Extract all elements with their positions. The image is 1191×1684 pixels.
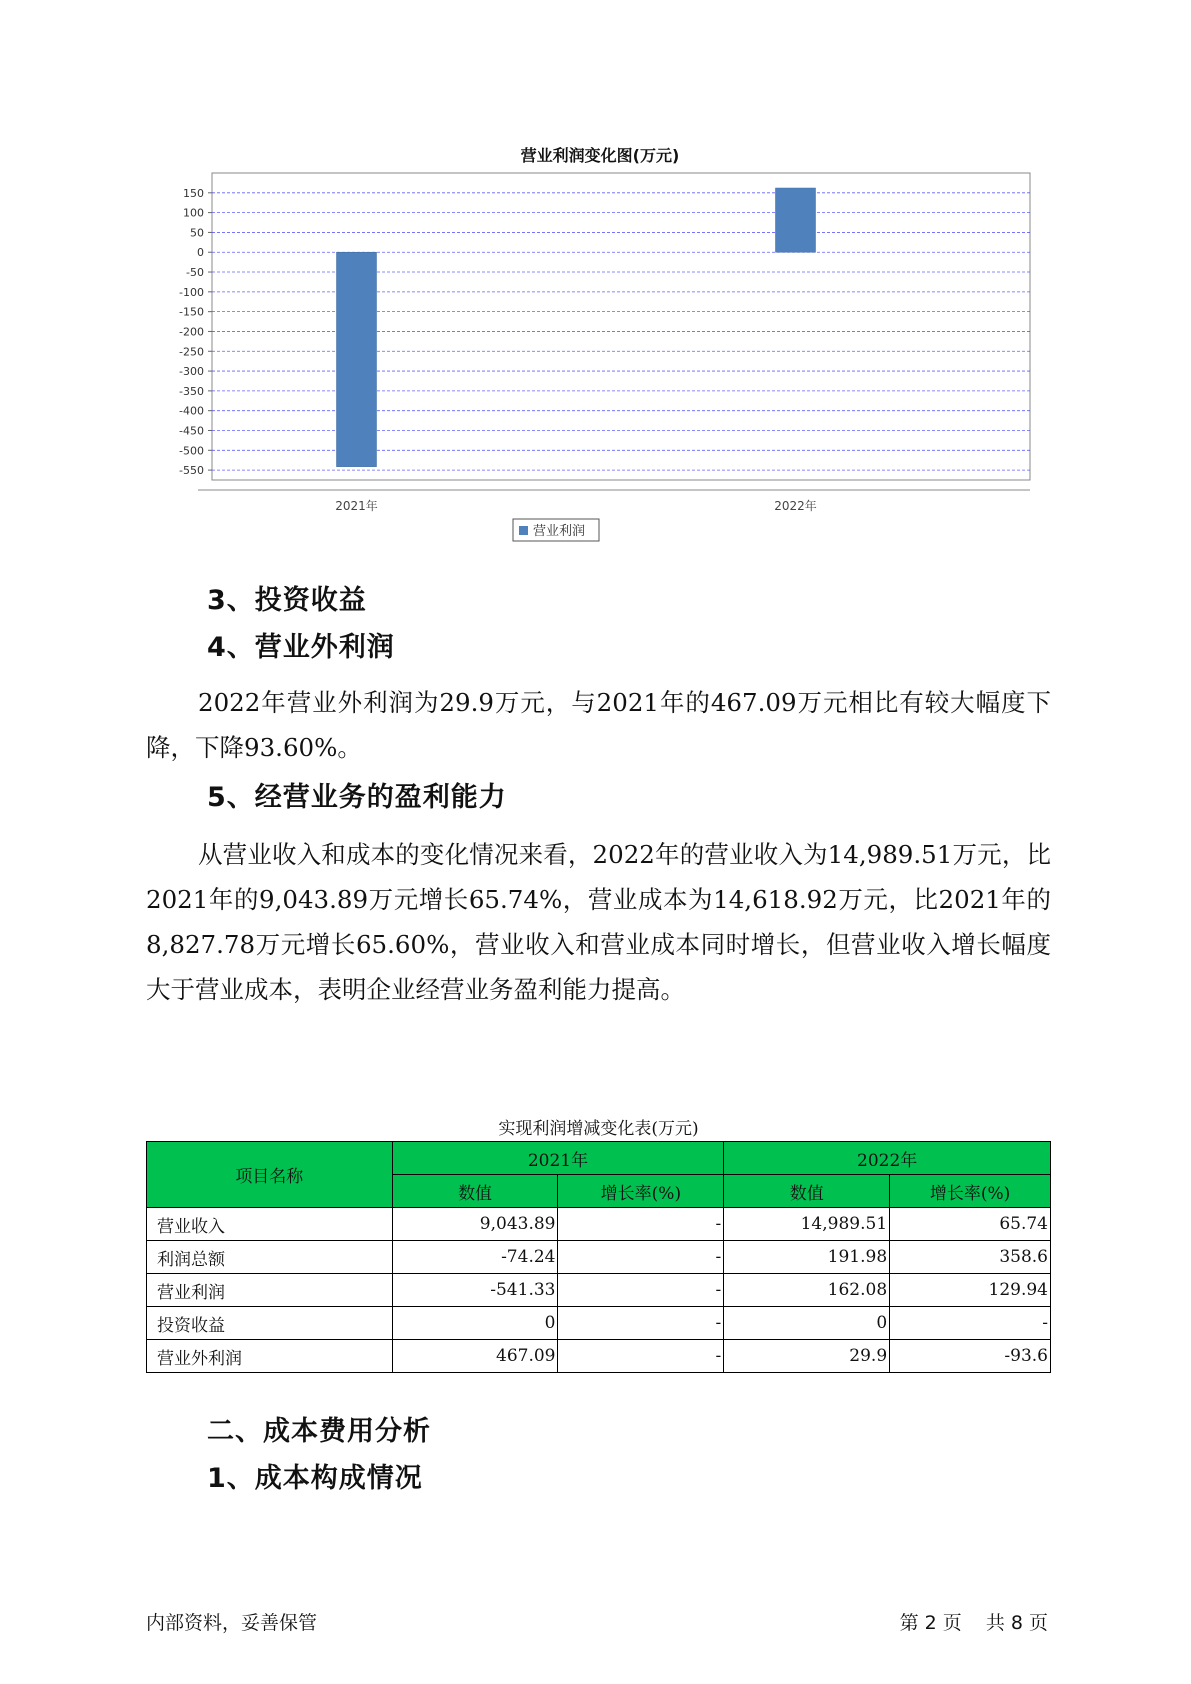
y-tick-label: 0: [197, 246, 204, 260]
y-tick-label: 100: [183, 206, 204, 220]
y-tick-label: -400: [179, 404, 204, 418]
cell-value-2021: -541.33: [392, 1274, 558, 1307]
chart-svg: [150, 135, 1050, 595]
cell-rate-2022: 358.6: [890, 1241, 1051, 1274]
y-tick-label: -150: [179, 305, 204, 319]
y-tick-label: -100: [179, 285, 204, 299]
cell-value-2021: -74.24: [392, 1241, 558, 1274]
cell-rate-2022: -: [890, 1307, 1051, 1340]
cell-value-2022: 191.98: [724, 1241, 890, 1274]
section-heading-profitability: 5、经营业务的盈利能力: [207, 782, 507, 813]
profit-chart: [150, 135, 1050, 595]
row-name: 营业利润: [147, 1274, 393, 1307]
header-year-2022: 2022年: [724, 1142, 1051, 1175]
cell-value-2022: 29.9: [724, 1340, 890, 1373]
cell-value-2022: 14,989.51: [724, 1208, 890, 1241]
y-tick-label: -550: [179, 464, 204, 478]
row-name: 投资收益: [147, 1307, 393, 1340]
cell-rate-2021: -: [558, 1241, 724, 1274]
total-num: 8: [1010, 1612, 1023, 1634]
header-value-2022: 数值: [724, 1175, 890, 1208]
table-row: [147, 1274, 1051, 1307]
header-year-2021: 2021年: [392, 1142, 724, 1175]
plot-area: [212, 173, 1030, 480]
row-name: 营业外利润: [147, 1340, 393, 1373]
cell-value-2021: 0: [392, 1307, 558, 1340]
chart-title: 营业利润变化图(万元): [520, 146, 680, 165]
footer-page-number: [897, 1608, 1051, 1635]
row-name: 利润总额: [147, 1241, 393, 1274]
cell-rate-2022: 129.94: [890, 1274, 1051, 1307]
total-prefix: 共: [985, 1612, 1005, 1634]
legend-label: 营业利润: [533, 524, 586, 539]
section-heading-investment-income: 3、投资收益: [207, 585, 367, 616]
table-row: [147, 1241, 1051, 1274]
cell-value-2021: 467.09: [392, 1340, 558, 1373]
cell-rate-2021: -: [558, 1208, 724, 1241]
table-row: [147, 1340, 1051, 1373]
header-rate-2021: 增长率(%): [558, 1175, 724, 1208]
paragraph-profitability: 从营业收入和成本的变化情况来看，2022年的营业收入为14,989.51万元，比2021年的9,043.89万元增长65.74%，营业成本为14,618.92万元，比2021年的8,827.78万元增长65.60%，营业收入和营业成本同时增长，但营业收入增长幅度大于营业成本，表明企业经营业务盈利能力提高。: [146, 840, 1051, 1004]
bar-2021年: [337, 252, 377, 466]
header-rate-2022: 增长率(%): [890, 1175, 1051, 1208]
y-tick-label: 150: [183, 186, 204, 200]
header-value-2021: 数值: [392, 1175, 558, 1208]
total-unit: 页: [1028, 1612, 1048, 1634]
y-tick-label: -450: [179, 424, 204, 438]
section-heading-cost-composition: 1、成本构成情况: [207, 1463, 423, 1494]
header-item-name: 项目名称: [147, 1142, 393, 1208]
section-heading-non-operating-profit: 4、营业外利润: [207, 632, 395, 663]
x-tick-label: 2021年: [335, 499, 378, 513]
table-row: [147, 1208, 1051, 1241]
page-unit: 页: [942, 1612, 962, 1634]
table-row: [147, 1307, 1051, 1340]
cell-rate-2021: -: [558, 1307, 724, 1340]
y-tick-label: 50: [190, 226, 204, 240]
cell-rate-2021: -: [558, 1340, 724, 1373]
x-tick-label: 2022年: [774, 499, 817, 513]
cell-rate-2021: -: [558, 1274, 724, 1307]
cell-rate-2022: -93.6: [890, 1340, 1051, 1373]
legend-swatch: [519, 526, 528, 535]
page-num: 2: [924, 1612, 937, 1634]
section-heading-cost-analysis: 二、成本费用分析: [207, 1416, 431, 1447]
y-tick-label: -250: [179, 345, 204, 359]
paragraph-non-operating-profit: 2022年营业外利润为29.9万元，与2021年的467.09万元相比有较大幅度下降，下降93.60%。: [146, 688, 1051, 762]
profit-change-table: [146, 1141, 1051, 1373]
y-tick-label: -500: [179, 444, 204, 458]
y-tick-label: -200: [179, 325, 204, 339]
cell-value-2021: 9,043.89: [392, 1208, 558, 1241]
cell-rate-2022: 65.74: [890, 1208, 1051, 1241]
page-prefix: 第: [899, 1612, 919, 1634]
y-tick-label: -350: [179, 384, 204, 398]
y-tick-label: -50: [186, 266, 204, 280]
y-tick-label: -300: [179, 365, 204, 379]
table-caption: 实现利润增减变化表(万元): [498, 1119, 699, 1139]
row-name: 营业收入: [147, 1208, 393, 1241]
footer-confidential-note: 内部资料，妥善保管: [146, 1612, 318, 1634]
bar-2022年: [776, 188, 816, 252]
cell-value-2022: 162.08: [724, 1274, 890, 1307]
cell-value-2022: 0: [724, 1307, 890, 1340]
